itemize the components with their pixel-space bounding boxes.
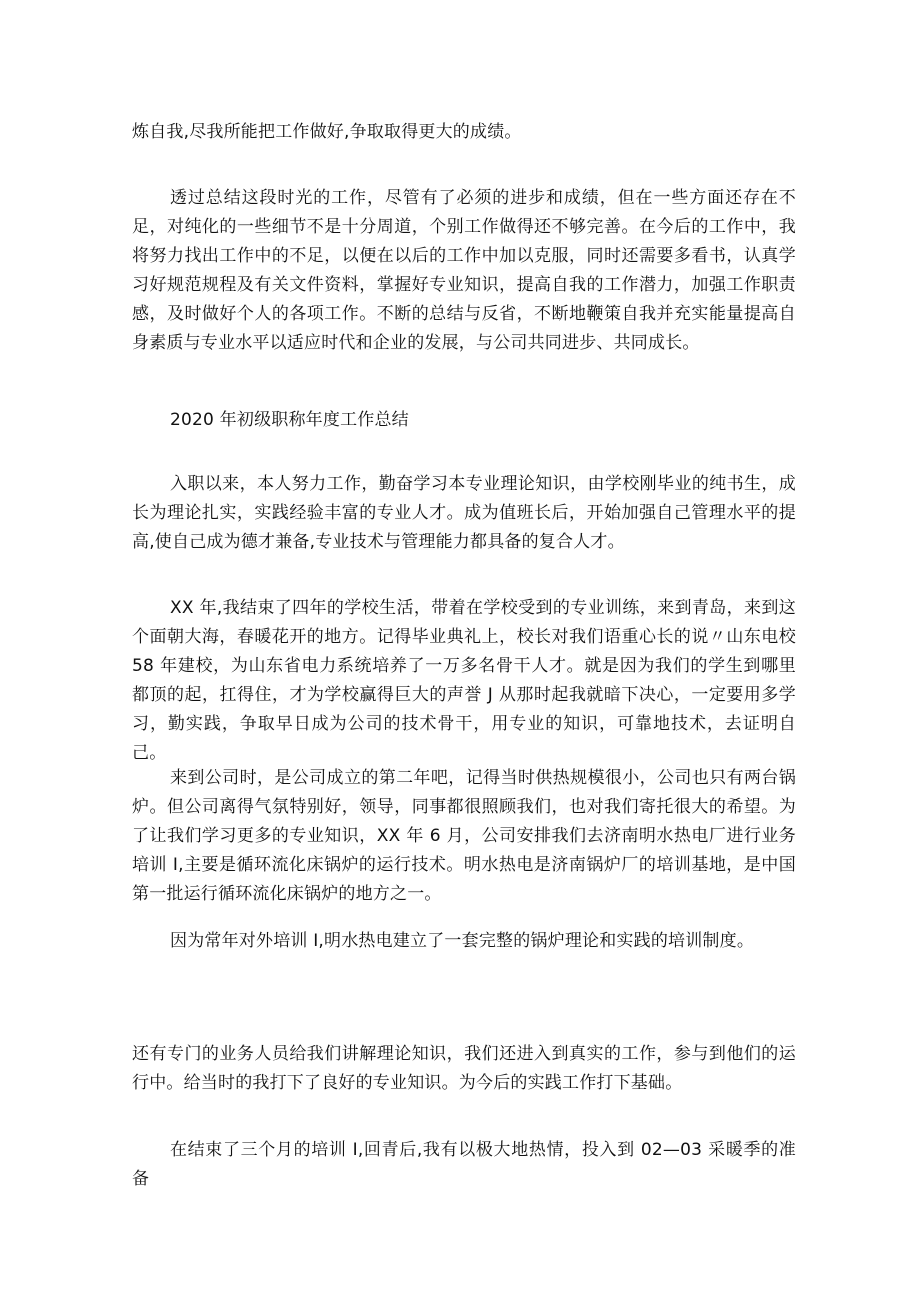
paragraph-theory-practice: 还有专门的业务人员给我们讲解理论知识，我们还进入到真实的工作，参与到他们的运行中。给当时的我打下了良好的专业知识。为今后的实践工作打下基础。: [132, 1044, 796, 1093]
paragraph-introduction: 入职以来，本人努力工作，勤奋学习本专业理论知识，由学校刚毕业的纯书生，成长为理论扎实，实践经验丰富的专业人才。成为值班长后，开始加强自己管理水平的提高,使自己成为德才兼备,专业技术与管理能力都具备的复合人才。: [132, 474, 796, 552]
paragraph-school-graduation: XX 年,我结束了四年的学校生活，带着在学校受到的专业训练，来到青岛，来到这个面朝大海，春暖花开的地方。记得毕业典礼上，校长对我们语重心长的说〃山东电校 58 年建校，为山东省电力系统培养了一万多名骨干人才。就是因为我们的学生到哪里都顶的起，扛得住，才为学校赢得巨大的声誉 J 从那时起我就暗下决心，一定要用多学习，勤实践，争取早日成为公司的技术骨干，用专业的知识，可靠地技术，去证明自己。: [132, 598, 796, 763]
paragraph-continuation: 炼自我,尽我所能把工作做好,争取取得更大的成绩。: [132, 122, 522, 142]
paragraph-summary-reflection: 透过总结这段时光的工作，尽管有了必须的进步和成绩，但在一些方面还存在不足，对纯化的一些细节不是十分周道，个别工作做得还不够完善。在今后的工作中，我将努力找出工作中的不足，以便在以后的工作中加以克服，同时还需要多看书，认真学习好规范规程及有关文件资料，掌握好专业知识，提高自我的工作潜力，加强工作职责感，及时做好个人的各项工作。不断的总结与反省，不断地鞭策自我并充实能量提高自身素质与专业水平以适应时代和企业的发展，与公司共同进步、共同成长。: [132, 188, 796, 353]
section-heading: 2020 年初级职称年度工作总结: [170, 410, 409, 430]
paragraph-training-system: 因为常年对外培训 I,明水热电建立了一套完整的锅炉理论和实践的培训制度。: [170, 931, 755, 951]
paragraph-company-training: 来到公司时，是公司成立的第二年吧，记得当时供热规模很小，公司也只有两台锅炉。但公司离得气氛特别好，领导，同事都很照顾我们，也对我们寄托很大的希望。为了让我们学习更多的专业知识，XX 年 6 月，公司安排我们去济南明水热电厂进行业务培训 I,主要是循环流化床锅炉的运行技术。明水热电是济南锅炉厂的培训基地，是中国第一批运行循环流化床锅炉的地方之一。: [132, 768, 796, 904]
paragraph-return-heating-season: 在结束了三个月的培训 I,回青后,我有以极大地热情，投入到 02—03 采暖季的准备: [132, 1140, 796, 1189]
